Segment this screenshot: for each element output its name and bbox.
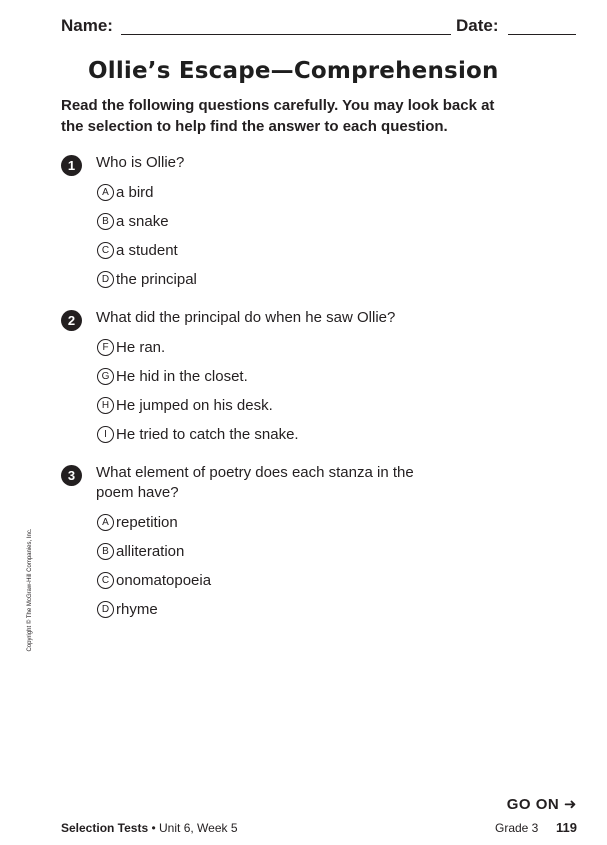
answer-text: a bird <box>116 183 154 201</box>
answer-choices <box>97 182 531 289</box>
name-date-header <box>61 16 577 38</box>
answer-bubble[interactable]: H <box>97 397 114 414</box>
answer-text: He hid in the closet. <box>116 367 248 385</box>
answer-text: He jumped on his desk. <box>116 396 273 414</box>
answer-bubble[interactable]: B <box>97 543 114 560</box>
footer-grade: Grade 3 <box>495 821 539 835</box>
answer-text: He tried to catch the snake. <box>116 425 299 443</box>
answer-bubble[interactable]: A <box>97 184 114 201</box>
answer-choice[interactable] <box>97 395 531 415</box>
answer-bubble[interactable]: D <box>97 601 114 618</box>
answer-choice[interactable] <box>97 211 531 231</box>
question-text: What did the principal do when he saw Ollie? <box>96 309 396 326</box>
answer-choice[interactable] <box>97 512 531 532</box>
answer-bubble[interactable]: I <box>97 426 114 443</box>
answer-text: rhyme <box>116 600 158 618</box>
question-1 <box>61 153 531 298</box>
answer-choice[interactable] <box>97 240 531 260</box>
footer-test-info <box>61 821 238 835</box>
go-on-label: GO ON ➜ <box>506 796 577 813</box>
date-label: Date: <box>456 16 499 35</box>
name-label: Name: <box>61 16 113 35</box>
answer-choice[interactable] <box>97 337 531 357</box>
answer-bubble[interactable]: D <box>97 271 114 288</box>
question-number-badge: 2 <box>61 310 82 331</box>
answer-choice[interactable] <box>97 269 531 289</box>
question-3 <box>61 463 531 628</box>
copyright-notice: Copyright © The McGraw-Hill Companies, Inc. <box>27 528 33 652</box>
answer-bubble[interactable]: B <box>97 213 114 230</box>
answer-text: onomatopoeia <box>116 571 212 589</box>
footer-test-name: Selection Tests <box>61 821 149 835</box>
answer-text: alliteration <box>116 542 185 560</box>
answer-choice[interactable] <box>97 182 531 202</box>
answer-choice[interactable] <box>97 599 531 619</box>
answer-bubble[interactable]: C <box>97 572 114 589</box>
footer-unit-week: • Unit 6, Week 5 <box>151 821 238 835</box>
instructions: Read the following questions carefully. You may look back at the selection to help find the answer to each question. <box>61 97 495 135</box>
answer-choice[interactable] <box>97 424 531 444</box>
answer-choices <box>97 337 531 444</box>
answer-bubble[interactable]: C <box>97 242 114 259</box>
answer-choice[interactable] <box>97 541 531 561</box>
question-text: What element of poetry does each stanza in the poem have? <box>96 464 414 501</box>
answer-choice[interactable] <box>97 366 531 386</box>
date-line[interactable] <box>508 34 576 35</box>
question-text: Who is Ollie? <box>96 154 185 171</box>
answer-text: a student <box>116 241 178 259</box>
answer-choice[interactable] <box>97 570 531 590</box>
answer-text: He ran. <box>116 338 166 356</box>
name-line[interactable] <box>121 34 451 35</box>
answer-text: repetition <box>116 513 178 531</box>
page-number: 119 <box>556 820 577 835</box>
answer-bubble[interactable]: F <box>97 339 114 356</box>
question-number-badge: 1 <box>61 155 82 176</box>
answer-bubble[interactable]: G <box>97 368 114 385</box>
answer-bubble[interactable]: A <box>97 514 114 531</box>
answer-text: a snake <box>116 212 169 230</box>
page-title: Ollie’s Escape—Comprehension <box>88 58 499 84</box>
question-2 <box>61 308 531 453</box>
answer-text: the principal <box>116 270 197 288</box>
answer-choices <box>97 512 531 619</box>
question-number-badge: 3 <box>61 465 82 486</box>
